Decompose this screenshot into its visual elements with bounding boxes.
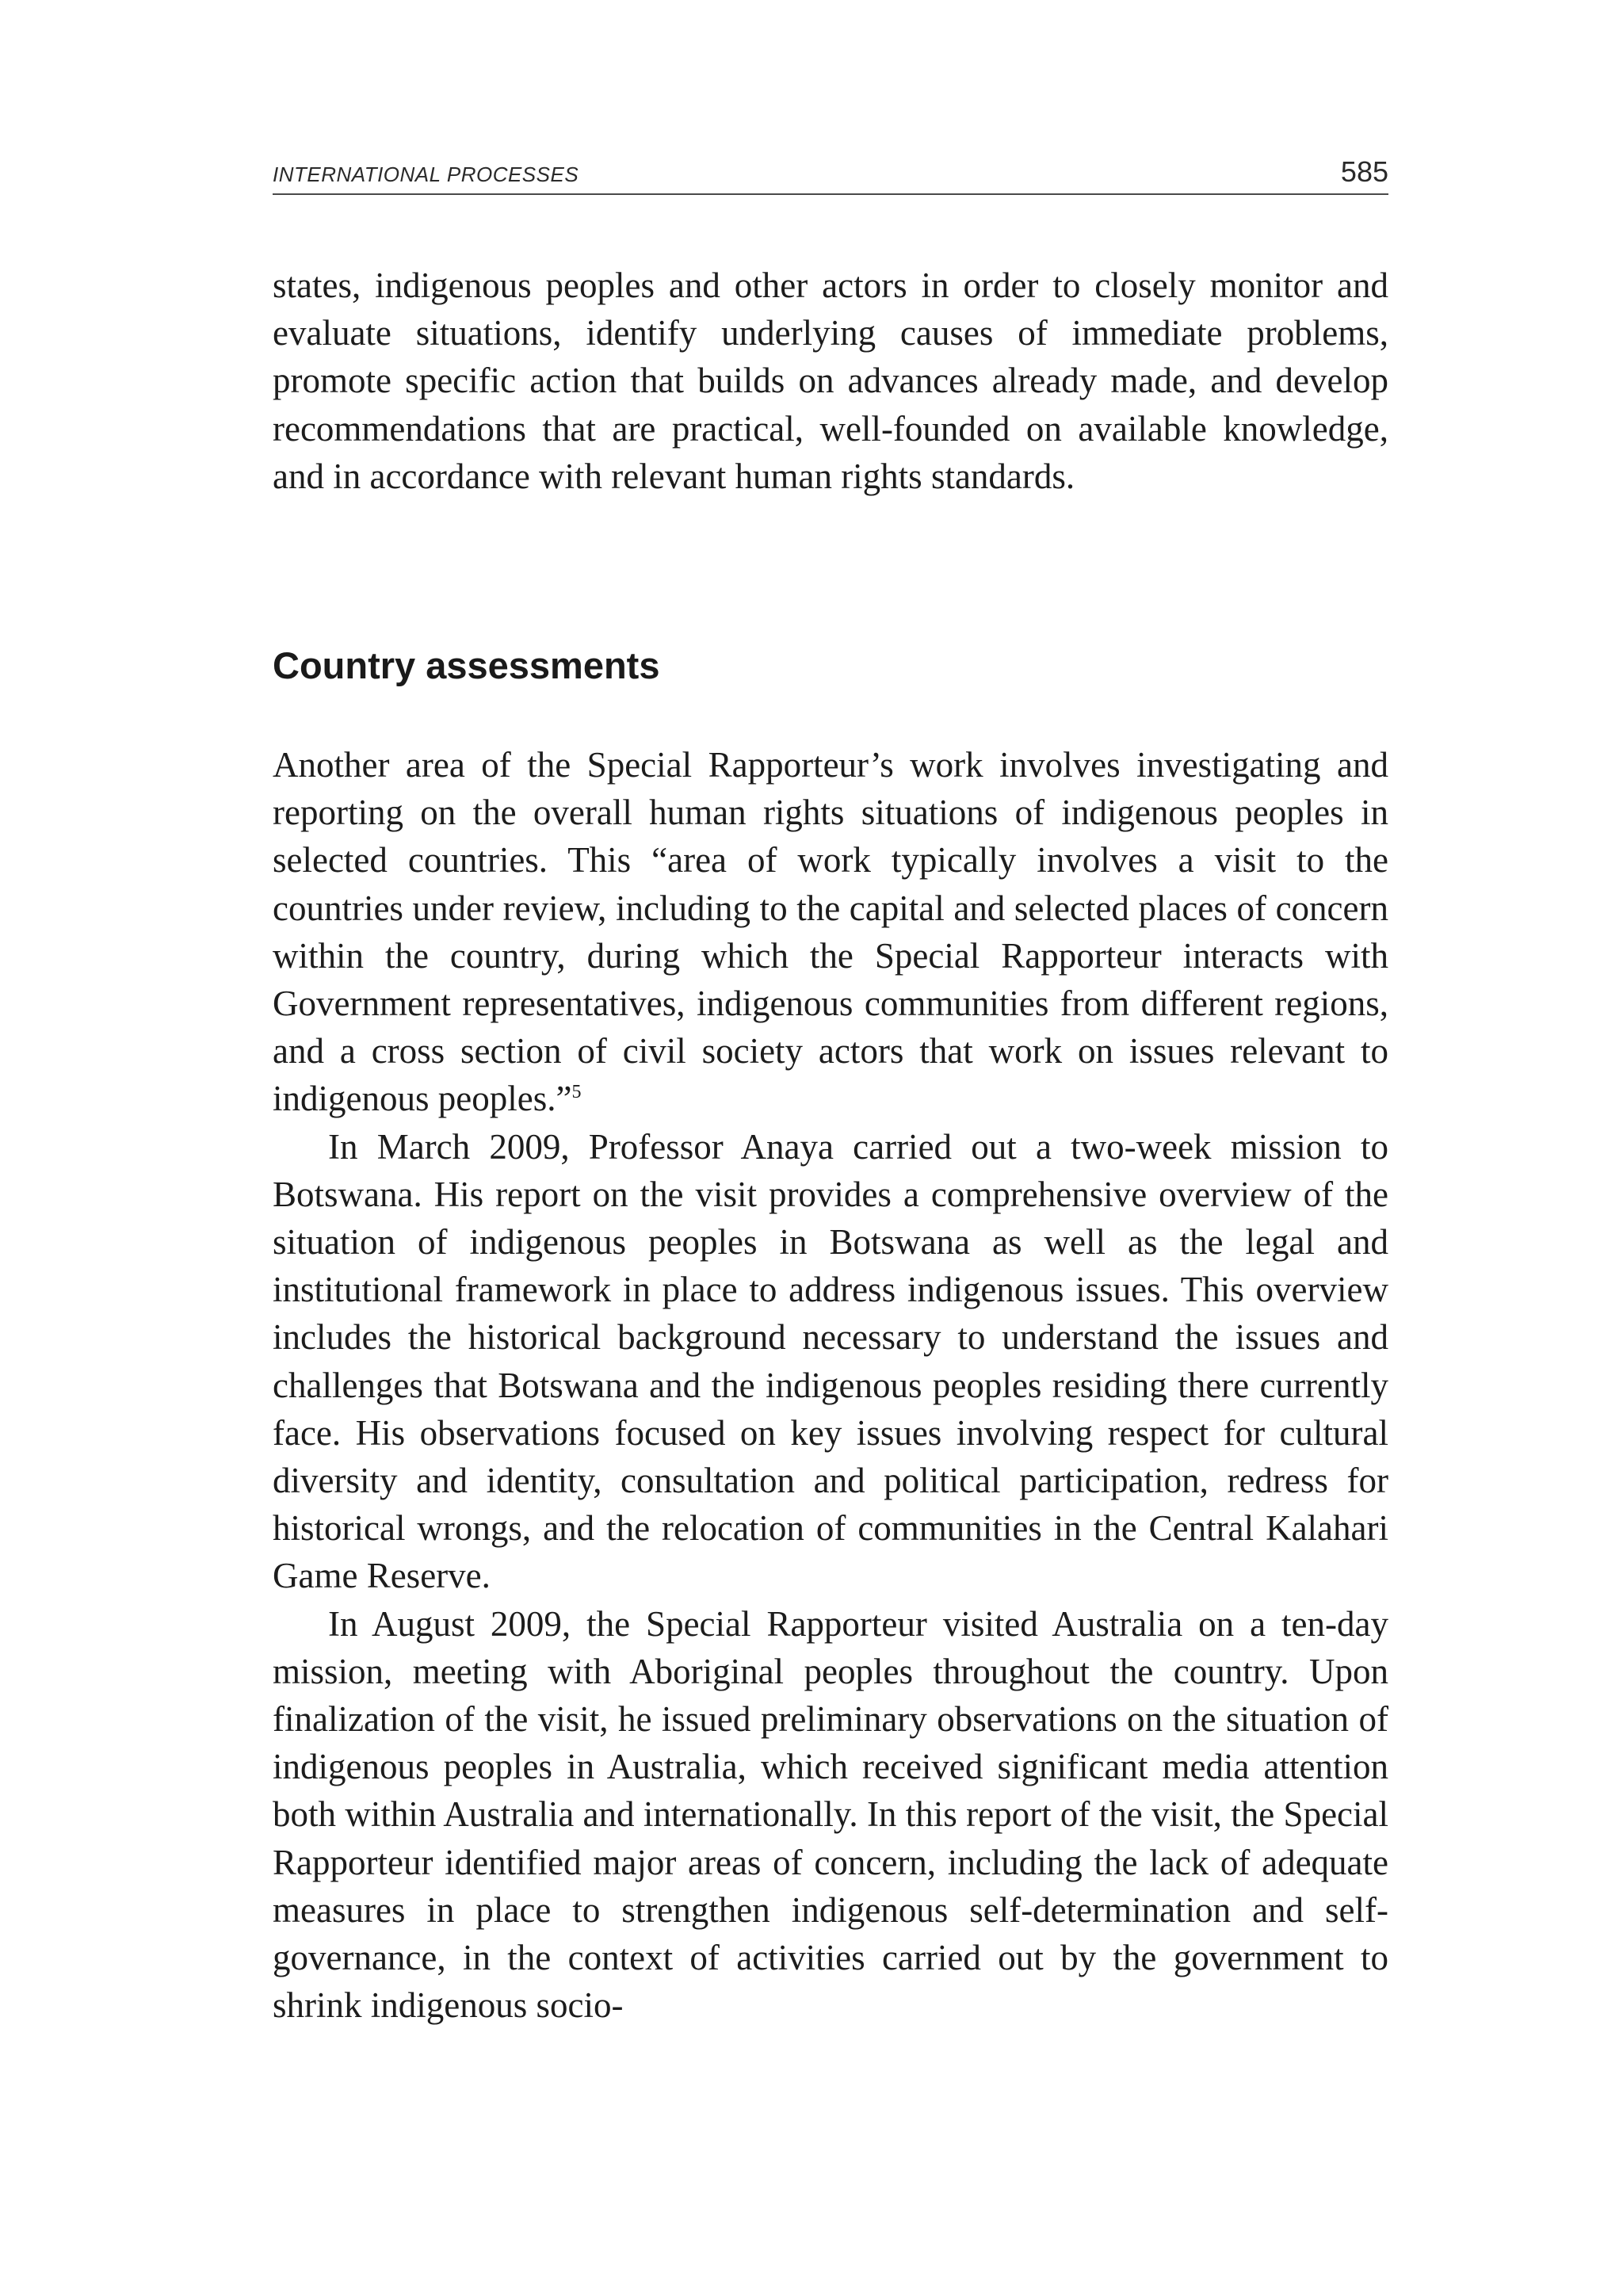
body-paragraph-2: In March 2009, Professor Anaya carried out a two-week mission to Botswana. His report on the visit provides a comprehensive overview of the situation of indigenous peoples in Botswana as well as the legal and institutional framework in place to address indigenous issues. This overview includes the historical background necessary to understand the issues and challenges that Botswana and the indigenous peoples residing there currently face. His observations focused on key issues involving respect for cultural diversity and identity, consultation and political participation, redress for historical wrongs, and the relocation of communities in the Central Kalahari Game Reserve. — [273, 1126, 1388, 1596]
body-paragraph-1 — [273, 741, 1388, 1123]
body-paragraph-1-text: Another area of the Special Rapporteur’s work involves investigating and reporting on the overall human rights situations of indigenous peoples in selected countries. This “area of work typically involves a visit to the countries under review, including to the capital and selected places of concern within the country, during which the Special Rapporteur interacts with Government representatives, indigenous communities from different regions, and a cross section of civil society actors that work on issues relevant to indigenous peoples.” — [273, 745, 1388, 1119]
page-number: 585 — [1340, 155, 1388, 188]
section-body — [273, 741, 1388, 2029]
intro-paragraph: states, indigenous peoples and other actors in order to closely monitor and evaluate situations, identify underlying causes of immediate problems, promote specific action that builds on advances already made, and develop recommendations that are practical, well-founded on available knowledge, and in accordance with relevant human rights standards. — [273, 266, 1388, 496]
running-title: INTERNATIONAL PROCESSES — [273, 162, 579, 186]
footnote-reference[interactable]: 5 — [571, 1082, 582, 1103]
body-paragraph-3: In August 2009, the Special Rapporteur visited Australia on a ten-day mission, meeting with Aboriginal peoples throughout the country. Upon finalization of the visit, he issued preliminary observations on the situation of indigenous peoples in Australia, which received significant media attention both within Australia and internationally. In this report of the visit, the Special Rapporteur identified major areas of concern, including the lack of adequate measures in place to strengthen indigenous self-determination and self-governance, in the context of activities carried out by the government to shrink indigenous socio- — [273, 1603, 1388, 2026]
section-heading: Country assessments — [273, 644, 660, 686]
running-header — [273, 149, 1388, 195]
intro-block — [273, 262, 1388, 500]
